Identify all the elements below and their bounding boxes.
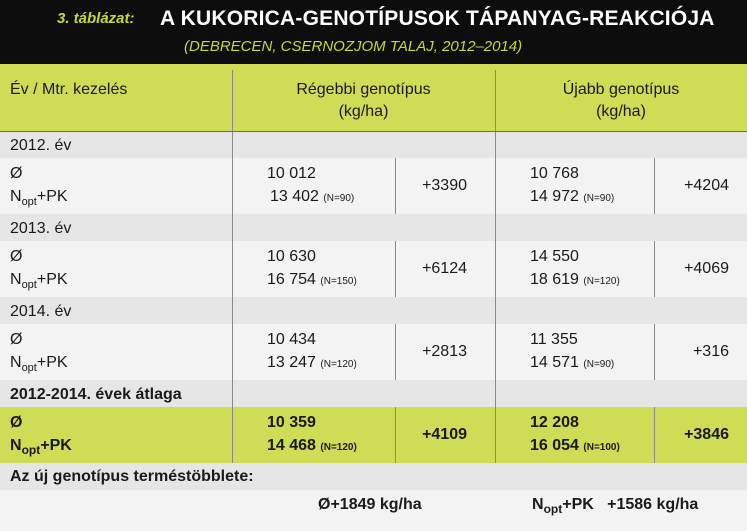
old-control-value: 10 012 xyxy=(267,165,316,182)
average-label: 2012-2014. évek átlaga xyxy=(10,386,182,403)
data-band-2013 xyxy=(0,241,747,297)
table-subtitle: (DEBRECEN, CSERNOZJOM TALAJ, 2012–2014) xyxy=(184,38,523,55)
column-header-year: Év / Mtr. kezelés xyxy=(10,81,128,98)
new-control-value: 10 768 xyxy=(530,165,579,182)
data-band-2014 xyxy=(0,324,747,380)
treatment-npk: $N_{opt}+PK$ xyxy=(10,271,68,291)
column-header-new: Újabb genotípus xyxy=(562,81,680,98)
year-label: 2014. év xyxy=(10,303,72,320)
year-band-2012 xyxy=(0,131,747,158)
old-control-value: 10 434 xyxy=(267,331,316,348)
footer-value-control: Ø+1849 kg/ha xyxy=(318,496,422,513)
year-label: 2012. év xyxy=(10,137,72,154)
treatment-npk: $N_{opt}+PK$ xyxy=(10,188,68,208)
new-npk-value: 14 972 (N=90) xyxy=(530,188,615,205)
year-band-2014 xyxy=(0,297,747,324)
footer-value-npk: $N_{opt}+PK$ +1586 kg/ha xyxy=(532,496,699,516)
old-diff: +3390 xyxy=(422,177,467,194)
old-npk-value: 13 402 (N=90) xyxy=(270,188,355,205)
treatment-control: Ø xyxy=(10,248,23,265)
old-npk-value: 16 754 (N=150) xyxy=(267,271,357,288)
new-npk-value: 16 054 (N=100) xyxy=(530,437,620,454)
treatment-npk: $N_{opt}+PK$ xyxy=(10,437,72,457)
divider xyxy=(0,131,747,132)
footer-label: Az új genotípus terméstöbblete: xyxy=(10,468,254,485)
treatment-control: Ø xyxy=(10,165,23,182)
new-control-value: 12 208 xyxy=(530,414,579,431)
old-npk-value: 13 247 (N=120) xyxy=(267,354,357,371)
treatment-control: Ø xyxy=(10,331,23,348)
new-npk-value: 14 571 (N=90) xyxy=(530,354,615,371)
treatment-control: Ø xyxy=(10,414,23,431)
new-diff: +4069 xyxy=(684,260,729,277)
new-diff: +4204 xyxy=(684,177,729,194)
divider xyxy=(232,70,233,463)
column-header-old: Régebbi genotípus xyxy=(296,81,431,98)
column-header-old-unit: (kg/ha) xyxy=(338,103,389,120)
new-npk-value: 18 619 (N=120) xyxy=(530,271,620,288)
old-npk-value: 14 468 (N=120) xyxy=(267,437,357,454)
new-diff: +316 xyxy=(692,343,729,360)
old-diff: +4109 xyxy=(422,426,467,443)
data-band-2012 xyxy=(0,158,747,214)
table-label: 3. táblázat: xyxy=(57,10,135,27)
year-label: 2013. év xyxy=(10,220,72,237)
divider xyxy=(495,70,496,463)
old-control-value: 10 630 xyxy=(267,248,316,265)
new-control-value: 14 550 xyxy=(530,248,579,265)
table-header xyxy=(0,0,747,64)
treatment-npk: $N_{opt}+PK$ xyxy=(10,354,68,374)
old-diff: +6124 xyxy=(422,260,467,277)
old-diff: +2813 xyxy=(422,343,467,360)
new-control-value: 11 355 xyxy=(530,331,578,348)
average-data-band xyxy=(0,407,747,463)
table-title: A KUKORICA-GENOTÍPUSOK TÁPANYAG-REAKCIÓJA xyxy=(160,7,715,30)
year-band-2013 xyxy=(0,214,747,241)
new-diff: +3846 xyxy=(684,426,729,443)
column-header-new-unit: (kg/ha) xyxy=(596,103,646,120)
old-control-value: 10 359 xyxy=(267,414,316,431)
